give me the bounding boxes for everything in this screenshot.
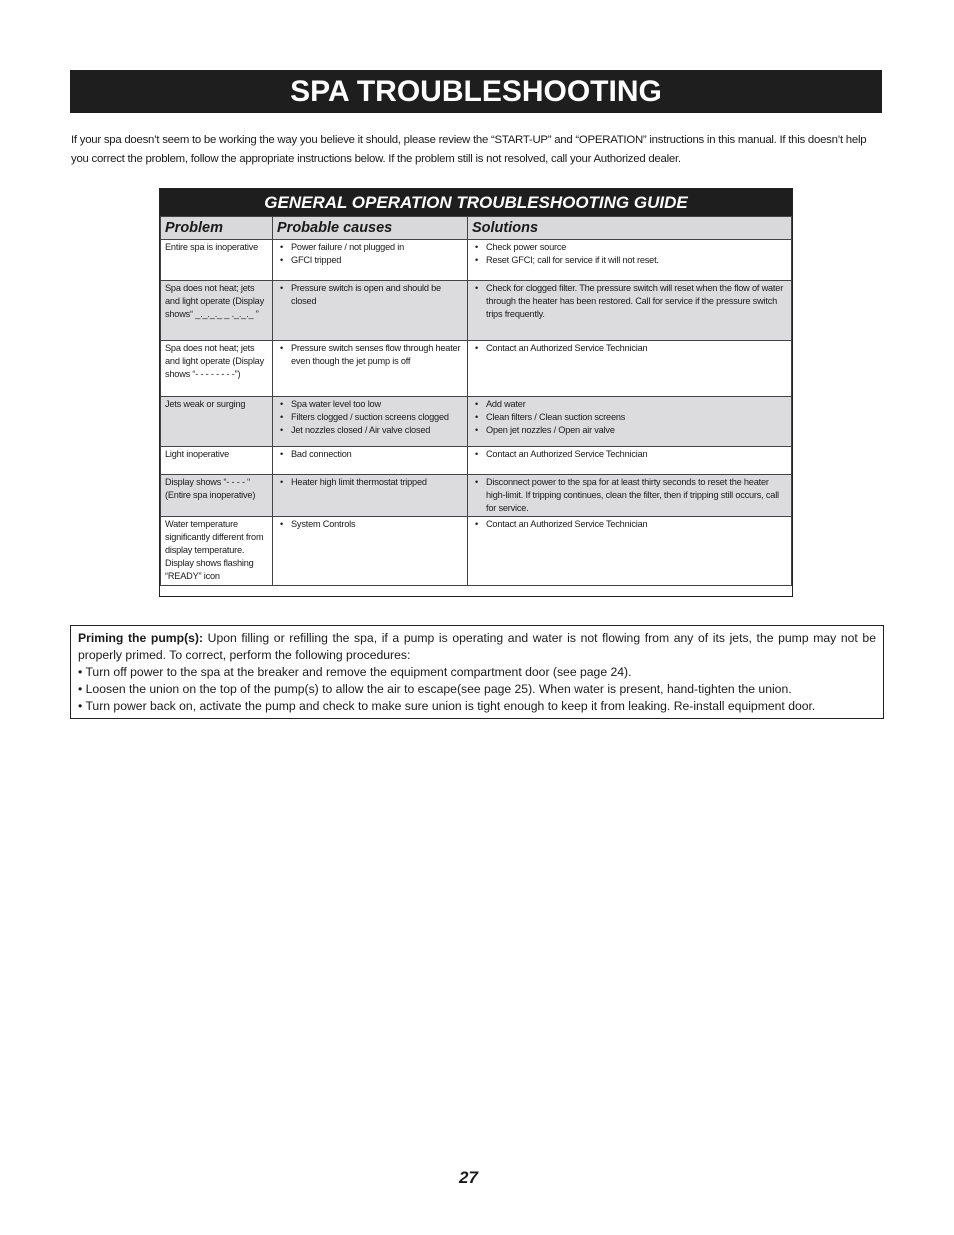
problem-cell: Spa does not heat; jets and light operate (Display shows “- - - - - - - -”): [161, 341, 273, 397]
causes-cell: [273, 341, 468, 397]
solutions-list: [472, 282, 787, 321]
priming-label: Priming the pump(s):: [78, 631, 204, 645]
problem-cell: Light inoperative: [161, 447, 273, 475]
solutions-cell: [468, 397, 792, 447]
solution-item: • Contact an Authorized Service Technician: [472, 448, 787, 461]
solution-item: • Check power source: [472, 241, 787, 254]
priming-box: [70, 625, 884, 719]
cause-item: • Power failure / not plugged in: [277, 241, 463, 254]
priming-step: • Loosen the union on the top of the pump(s) to allow the air to escape(see page 25). When water is present, hand-tighten the union.: [78, 681, 876, 698]
solutions-cell: [468, 341, 792, 397]
solution-item: • Contact an Authorized Service Technician: [472, 342, 787, 355]
causes-cell: [273, 397, 468, 447]
cause-item: • Jet nozzles closed / Air valve closed: [277, 424, 463, 437]
cause-item: • GFCI tripped: [277, 254, 463, 267]
causes-list: [277, 398, 463, 437]
solutions-list: [472, 448, 787, 461]
problem-cell: Jets weak or surging: [161, 397, 273, 447]
page-number: 27: [459, 1168, 478, 1187]
problem-cell: Water temperature significantly different from display temperature. Display shows flashing “READY” icon: [161, 517, 273, 586]
cause-item: • Bad connection: [277, 448, 463, 461]
solutions-cell: [468, 281, 792, 341]
cause-item: • Spa water level too low: [277, 398, 463, 411]
solution-item: • Add water: [472, 398, 787, 411]
causes-cell: [273, 240, 468, 281]
causes-cell: [273, 517, 468, 586]
solutions-list: [472, 342, 787, 355]
column-header-problem: Problem: [161, 217, 273, 240]
intro-paragraph: If your spa doesn’t seem to be working the way you believe it should, please review the “START-UP” and “OPERATION” instructions in this manual. If this doesn’t help you correct the problem, follow the appropriate instructions below. If the problem still is not resolved, call your Authorized dealer.: [71, 134, 867, 165]
solutions-cell: [468, 240, 792, 281]
causes-list: [277, 476, 463, 489]
table-row: [161, 281, 792, 341]
priming-step: • Turn off power to the spa at the breaker and remove the equipment compartment door (see page 24).: [78, 664, 876, 681]
cause-item: • System Controls: [277, 518, 463, 531]
table-row: [161, 475, 792, 517]
troubleshooting-table: [160, 216, 792, 586]
solutions-list: [472, 398, 787, 437]
causes-cell: [273, 447, 468, 475]
table-row: [161, 341, 792, 397]
solution-item: • Reset GFCI; call for service if it will not reset.: [472, 254, 787, 267]
problem-cell: Spa does not heat; jets and light operate (Display shows“ _._._._ _ ._._._ ”: [161, 281, 273, 341]
solutions-list: [472, 476, 787, 515]
column-header-causes: Probable causes: [273, 217, 468, 240]
table-row: [161, 517, 792, 586]
solution-item: • Check for clogged filter. The pressure switch will reset when the flow of water through the heater has been restored. Call for service if the pressure switch trips frequently.: [472, 282, 787, 321]
title-bar: [70, 70, 882, 113]
solutions-cell: [468, 517, 792, 586]
page-title: SPA TROUBLESHOOTING: [290, 74, 662, 108]
solution-item: • Contact an Authorized Service Technician: [472, 518, 787, 531]
table-row: [161, 447, 792, 475]
solutions-cell: [468, 447, 792, 475]
column-header-solutions: Solutions: [468, 217, 792, 240]
solution-item: • Open jet nozzles / Open air valve: [472, 424, 787, 437]
table-row: [161, 240, 792, 281]
solution-item: • Disconnect power to the spa for at least thirty seconds to reset the heater high-limit. If tripping continues, clean the filter, then if tripping still occurs, call for service.: [472, 476, 787, 515]
cause-item: • Pressure switch senses flow through heater even though the jet pump is off: [277, 342, 463, 368]
cause-item: • Pressure switch is open and should be closed: [277, 282, 463, 308]
priming-intro: [78, 630, 876, 664]
cause-item: • Filters clogged / suction screens clogged: [277, 411, 463, 424]
priming-steps: [78, 664, 876, 715]
solution-item: • Clean filters / Clean suction screens: [472, 411, 787, 424]
causes-list: [277, 518, 463, 531]
causes-cell: [273, 281, 468, 341]
solutions-list: [472, 518, 787, 531]
causes-list: [277, 282, 463, 308]
causes-list: [277, 448, 463, 461]
solutions-list: [472, 241, 787, 267]
table-header-row: [161, 217, 792, 240]
table-row: [161, 397, 792, 447]
priming-text: Upon filling or refilling the spa, if a pump is operating and water is not flowing from any of its jets, the pump may not be properly primed. To correct, perform the following procedures:: [78, 631, 876, 662]
problem-cell: Entire spa is inoperative: [161, 240, 273, 281]
problem-cell: Display shows “- - - - “ (Entire spa inoperative): [161, 475, 273, 517]
causes-cell: [273, 475, 468, 517]
guide-title: GENERAL OPERATION TROUBLESHOOTING GUIDE: [160, 189, 792, 216]
troubleshooting-guide: [159, 188, 793, 597]
cause-item: • Heater high limit thermostat tripped: [277, 476, 463, 489]
solutions-cell: [468, 475, 792, 517]
causes-list: [277, 342, 463, 368]
priming-step: • Turn power back on, activate the pump and check to make sure union is tight enough to keep it from leaking. Re-install equipment door.: [78, 698, 876, 715]
table-body: [161, 240, 792, 586]
causes-list: [277, 241, 463, 267]
